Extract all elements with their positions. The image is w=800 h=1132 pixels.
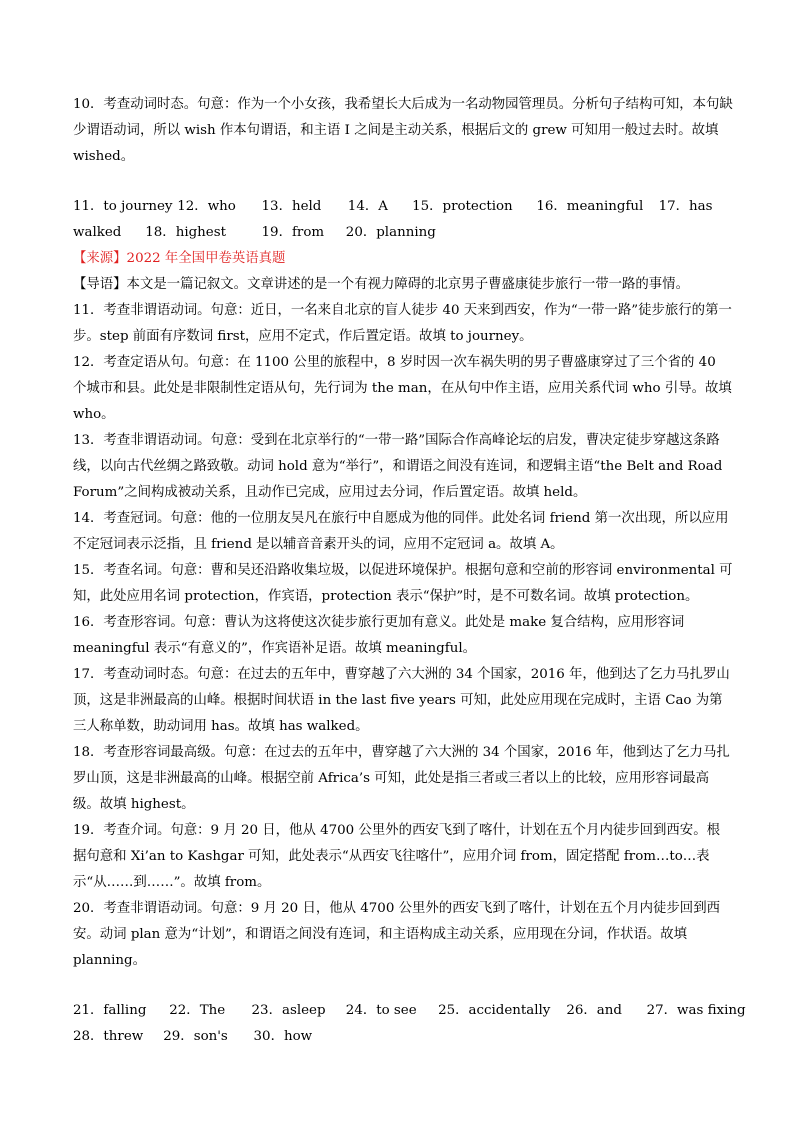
explanation-19: 19．考查介词。句意：9 月 20 日，他从 4700 公里外的西安飞到了喀什，计划在五个月内徒步回到西安。根据句意和 Xi’an to Kashgar 可知，此处表示“从西安飞往喀什”，应用介词 from，固定搭配 from…to…表示“从……到……”。故填 from。 (73, 823, 720, 890)
answer-27: 27．was fixing (646, 1003, 746, 1018)
answer-16: 16．meaningful (536, 199, 644, 214)
answer-13: 13．held (261, 199, 322, 214)
answer-row-17b-20 (73, 220, 733, 246)
answer-row-21-27 (73, 998, 746, 1024)
source-label: 【来源】2022 年全国甲卷英语真题 (73, 251, 286, 266)
answer-row-11-17 (73, 194, 733, 220)
explanation-11: 11．考查非谓语动词。句意：近日，一名来自北京的盲人徒步 40 天来到西安，作为“一带一路”徒步旅行的第一步。step 前面有序数词 first，应用不定式，作后置定语。故填 to journey。 (73, 303, 732, 344)
answer-28: 28．threw (73, 1029, 144, 1044)
answer-24: 24．to see (345, 1003, 417, 1018)
answer-19: 19．from (261, 225, 325, 240)
explanation-15: 15．考查名词。句意：曹和吴还沿路收集垃圾，以促进环境保护。根据句意和空前的形容词 environmental 可知，此处应用名词 protection，作宾语，protection 表示“保护”时，是不可数名词。故填 protection。 (73, 563, 733, 604)
answer-18: 18．highest (145, 225, 226, 240)
answer-29: 29．son's (163, 1029, 228, 1044)
answer-key-page (73, 92, 746, 1050)
intro-text: 【导语】本文是一篇记叙文。文章讲述的是一个有视力障碍的北京男子曹盛康徒步旅行一带一路的事情。 (73, 277, 689, 292)
answer-11: 11．to journey (73, 199, 173, 214)
answer-23: 23．asleep (251, 1003, 326, 1018)
explanation-20: 20．考查非谓语动词。句意：9 月 20 日，他从 4700 公里外的西安飞到了喀什，计划在五个月内徒步回到西安。动词 plan 意为“计划”，和谓语之间没有连词，和主语构成主动关系，应用现在分词，作状语。故填 planning。 (73, 901, 720, 968)
answer-14: 14．A (347, 199, 388, 214)
explanation-13: 13．考查非谓语动词。句意：受到在北京举行的“一带一路”国际合作高峰论坛的启发，曹决定徒步穿越这条路线，以向古代丝绸之路致敬。动词 hold 意为“举行”，和谓语之间没有连词，和逻辑主语“the Belt and Road Forum”之间构成被动关系，且动作已完成，应用过去分词，作后置定语。故填 held。 (73, 433, 723, 500)
explanation-17: 17．考查动词时态。句意：在过去的五年中，曹穿越了六大洲的 34 个国家，2016 年，他到达了乞力马扎罗山顶，这是非洲最高的山峰。根据时间状语 in the last five years 可知，此处应用现在完成时，主语 Cao 为第三人称单数，助动词用 has。故填 has walked。 (73, 667, 730, 734)
explanation-10: 10．考查动词时态。句意：作为一个小女孩，我希望长大后成为一名动物园管理员。分析句子结构可知，本句缺少谓语动词，所以 wish 作本句谓语，和主语 I 之间是主动关系，根据后文的 grew 可知用一般过去时。故填 wished。 (73, 97, 733, 164)
answer-17-cont: walked (73, 225, 122, 240)
answer-17: 17．has (658, 199, 713, 214)
explanation-12: 12．考查定语从句。句意：在 1100 公里的旅程中，8 岁时因一次车祸失明的男子曹盛康穿过了三个省的 40 个城市和县。此处是非限制性定语从句，先行词为 the man，在从句中作主语，应用关系代词 who 引导。故填 who。 (73, 355, 732, 422)
explanation-18: 18．考查形容词最高级。句意：在过去的五年中，曹穿越了六大洲的 34 个国家，2016 年，他到达了乞力马扎罗山顶，这是非洲最高的山峰。根据空前 Africa’s 可知，此处是指三者或三者以上的比较，应用形容词最高级。故填 highest。 (73, 745, 730, 812)
explanation-14: 14．考查冠词。句意：他的一位朋友吴凡在旅行中自愿成为他的同伴。此处名词 friend 第一次出现，所以应用不定冠词表示泛指，且 friend 是以辅音音素开头的词，应用不定冠词 a。故填 A。 (73, 511, 729, 552)
answer-25: 25．accidentally (438, 1003, 551, 1018)
answer-30: 30．how (253, 1029, 313, 1044)
answer-row-28-30 (73, 1024, 733, 1050)
answer-20: 20．planning (345, 225, 436, 240)
answer-21: 21．falling (73, 1003, 147, 1018)
explanation-16: 16．考查形容词。句意：曹认为这将使这次徒步旅行更加有意义。此处是 make 复合结构，应用形容词 meaningful 表示“有意义的”，作宾语补足语。故填 meaningful。 (73, 615, 685, 656)
answer-26: 26．and (566, 1003, 622, 1018)
answer-12: 12．who (177, 199, 236, 214)
answer-15: 15．protection (412, 199, 513, 214)
answer-22: 22．The (169, 1003, 226, 1018)
